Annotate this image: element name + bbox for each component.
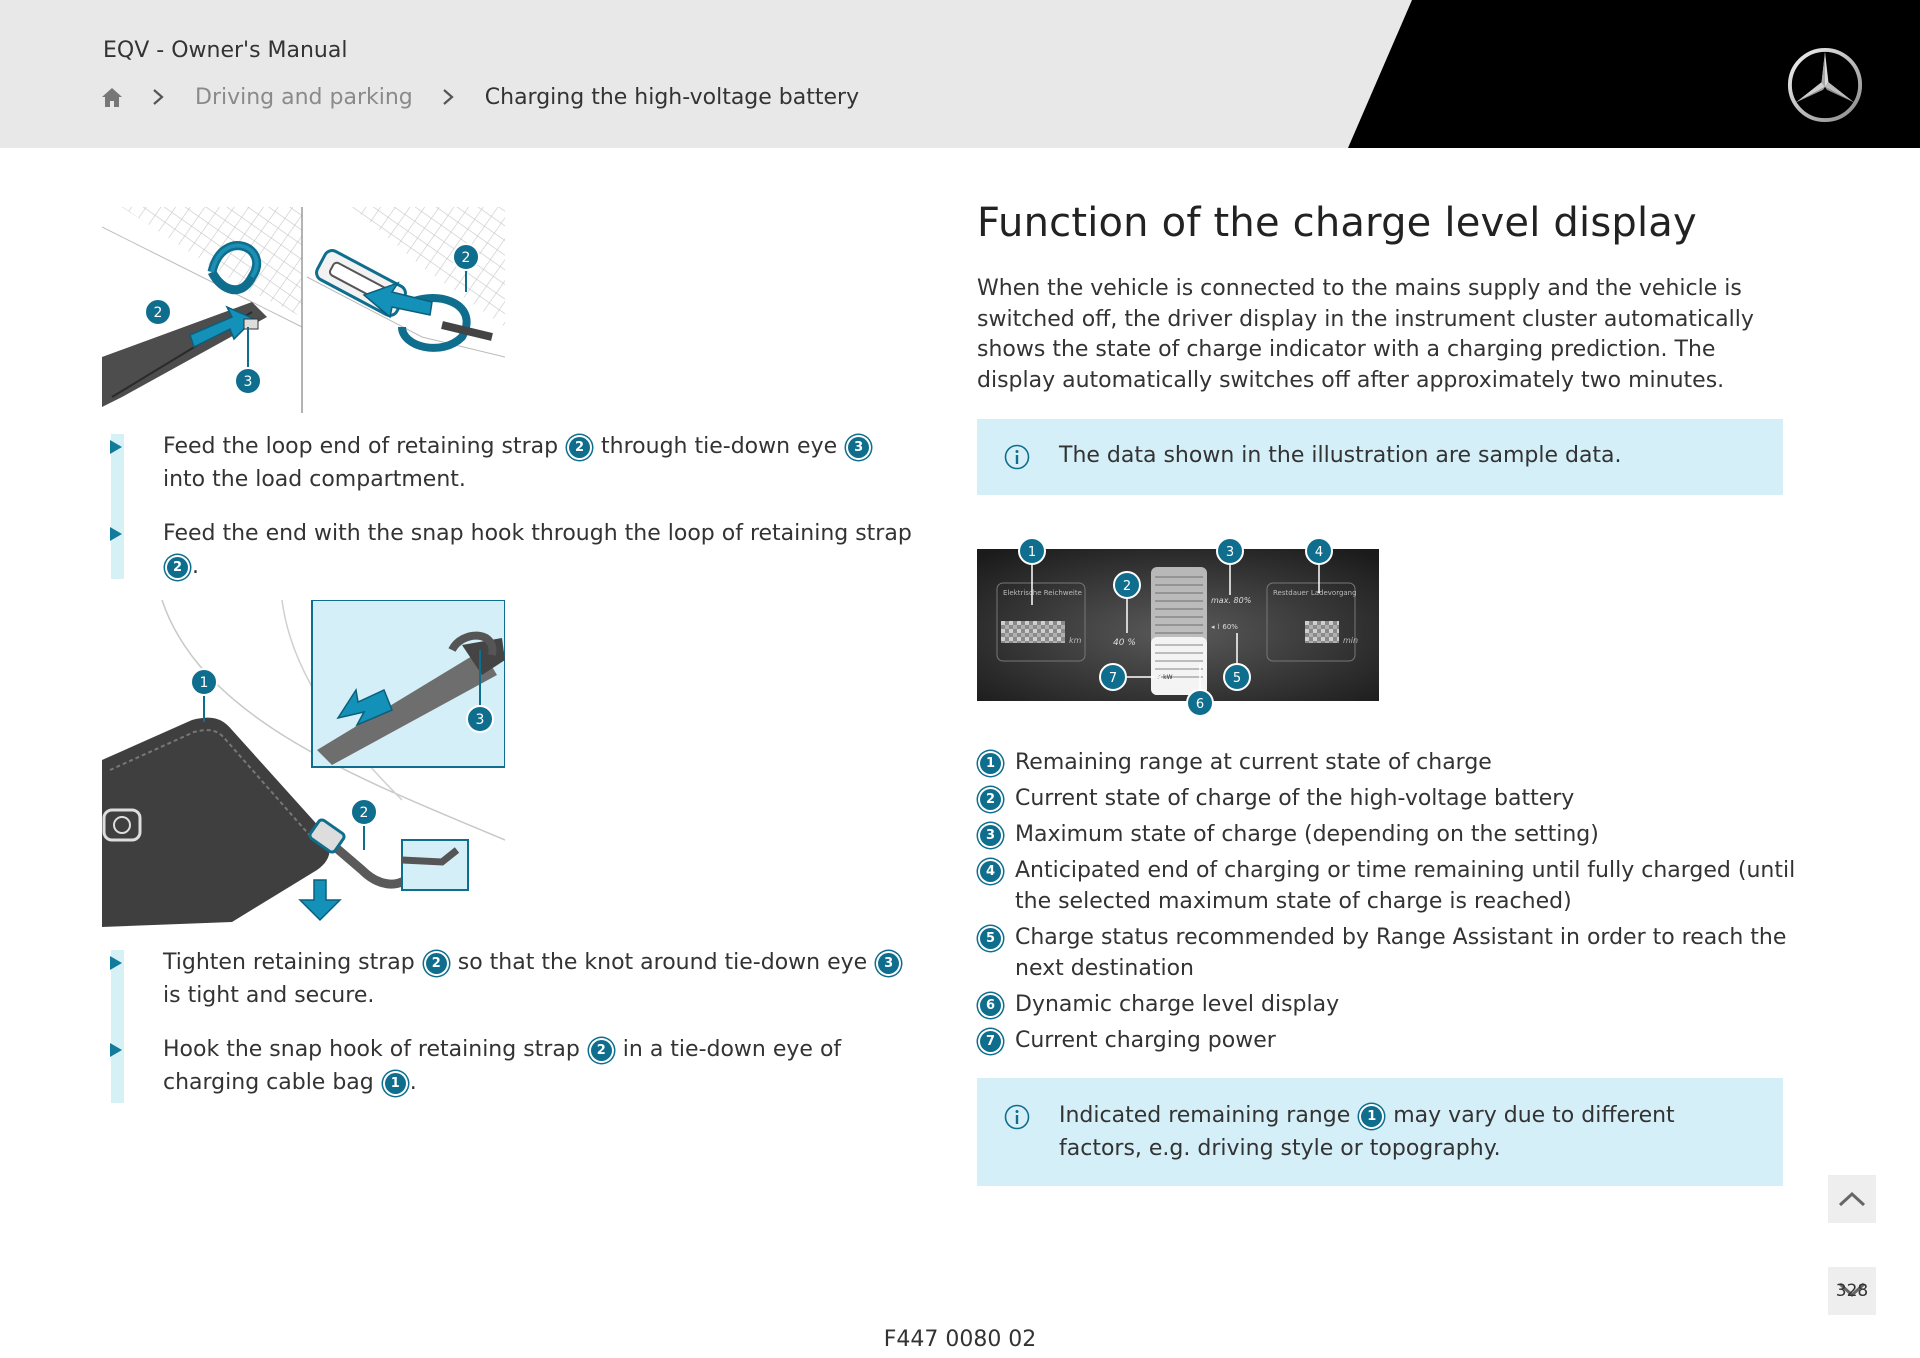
legend-text: Maximum state of charge (depending on the setting)	[1015, 822, 1599, 847]
callout-number: 7	[980, 1031, 1001, 1052]
chevron-up-icon	[1837, 1189, 1867, 1209]
callout-number: 1	[980, 753, 1001, 774]
legend-item	[977, 747, 1797, 778]
svg-text:⚡ kW: ⚡ kW	[1157, 674, 1173, 681]
instruction-step: Hook the snap hook of retaining strap 2 in a tie-down eye of charging cable bag 1 .	[102, 1033, 922, 1099]
info-note-text: The data shown in the illustration are sample data.	[1059, 443, 1622, 468]
svg-text:3: 3	[475, 712, 485, 728]
step-arrow-icon	[110, 1043, 122, 1057]
legend-text: Current charging power	[1015, 1028, 1276, 1053]
instruction-steps-1	[102, 430, 922, 604]
legend-item	[977, 989, 1797, 1020]
svg-text:5: 5	[1232, 671, 1242, 686]
callout-number: 4	[980, 861, 1001, 882]
callout-number: 2	[569, 437, 590, 458]
svg-text:40 %: 40 %	[1113, 638, 1136, 648]
info-icon	[1004, 444, 1030, 470]
legend-text: Charge status recommended by Range Assistant in order to reach the next destination	[1015, 925, 1787, 981]
strap-illustration-2	[102, 600, 505, 927]
display-legend	[977, 747, 1797, 1061]
legend-text: Dynamic charge level display	[1015, 992, 1340, 1017]
section-title: Function of the charge level display	[977, 200, 1697, 246]
step-arrow-icon	[110, 956, 122, 970]
home-icon[interactable]	[101, 86, 123, 108]
legend-item	[977, 922, 1797, 984]
callout-number: 1	[385, 1073, 406, 1094]
page-number: 328	[1835, 1281, 1869, 1301]
svg-text:Elektrische Reichweite: Elektrische Reichweite	[1003, 589, 1082, 597]
instruction-step: Tighten retaining strap 2 so that the knot around tie-down eye 3 is tight and secure.	[102, 946, 922, 1012]
svg-text:◂ ⌇ 60%: ◂ ⌇ 60%	[1211, 623, 1238, 631]
instruction-steps-2	[102, 946, 922, 1120]
legend-text: Anticipated end of charging or time remaining until fully charged (until the selected maximum state of charge is reached)	[1015, 858, 1796, 914]
header-black-panel	[0, 0, 1920, 148]
scroll-up-button[interactable]	[1828, 1175, 1876, 1223]
callout-number: 6	[980, 995, 1001, 1016]
legend-text: Remaining range at current state of charge	[1015, 750, 1492, 775]
svg-text:2: 2	[1122, 579, 1132, 594]
step-arrow-icon	[110, 440, 122, 454]
callout-number: 1	[1361, 1106, 1382, 1127]
scroll-down-button[interactable]	[1828, 1267, 1876, 1315]
instruction-step: Feed the loop end of retaining strap 2 through tie-down eye 3 into the load compartment.	[102, 430, 922, 496]
svg-text:2: 2	[461, 250, 471, 266]
legend-item	[977, 783, 1797, 814]
svg-text:7: 7	[1108, 671, 1118, 686]
legend-item	[977, 819, 1797, 850]
breadcrumb-current: Charging the high-voltage battery	[484, 84, 860, 110]
callout-2	[145, 299, 171, 325]
legend-item	[977, 1025, 1797, 1056]
breadcrumb-link-driving[interactable]: Driving and parking	[195, 84, 413, 110]
svg-text:2: 2	[359, 805, 369, 821]
strap-illustration-1	[102, 207, 505, 413]
info-icon	[1004, 1104, 1030, 1130]
figure-code: F447 0080 02	[883, 1327, 1037, 1352]
svg-text:max. 80%: max. 80%	[1211, 596, 1252, 605]
svg-text:3: 3	[1225, 545, 1235, 560]
info-note	[977, 419, 1783, 495]
breadcrumb	[101, 80, 859, 114]
info-note-text: Indicated remaining range 1 may vary due to different factors, e.g. driving style or topography.	[1059, 1103, 1675, 1161]
legend-text: Current state of charge of the high-voltage battery	[1015, 786, 1575, 811]
callout-number: 2	[426, 953, 447, 974]
svg-text:1: 1	[199, 675, 209, 691]
step-arrow-icon	[110, 527, 122, 541]
svg-text:4: 4	[1314, 545, 1324, 560]
callout-number: 2	[980, 789, 1001, 810]
svg-text:6: 6	[1195, 697, 1205, 712]
callout-number: 3	[878, 953, 899, 974]
info-note	[977, 1078, 1783, 1186]
svg-text:Restdauer Ladevorgang: Restdauer Ladevorgang	[1273, 589, 1357, 597]
manual-title: EQV - Owner's Manual	[103, 38, 348, 63]
svg-text:1: 1	[1027, 545, 1037, 560]
callout-number: 3	[980, 825, 1001, 846]
svg-text:2: 2	[153, 305, 163, 321]
svg-text:min: min	[1343, 636, 1359, 645]
callout-number: 2	[167, 557, 188, 578]
legend-item	[977, 855, 1797, 917]
page-header	[0, 0, 1920, 148]
chevron-right-icon	[151, 86, 165, 108]
callout-number: 2	[591, 1040, 612, 1061]
instruction-step: Feed the end with the snap hook through the loop of retaining strap 2 .	[102, 517, 922, 583]
intro-paragraph: When the vehicle is connected to the mains supply and the vehicle is switched off, the driver display in the instrument cluster automatically shows the state of charge indicator with a charging prediction. The display automatically switches off after approximately two minutes.	[977, 276, 1754, 393]
chevron-right-icon	[441, 86, 455, 108]
svg-text:3: 3	[243, 374, 253, 390]
svg-text:km: km	[1069, 636, 1082, 645]
charge-level-display-illustration	[977, 533, 1379, 721]
mercedes-star-logo[interactable]	[1786, 46, 1864, 124]
callout-number: 3	[848, 437, 869, 458]
callout-number: 5	[980, 928, 1001, 949]
